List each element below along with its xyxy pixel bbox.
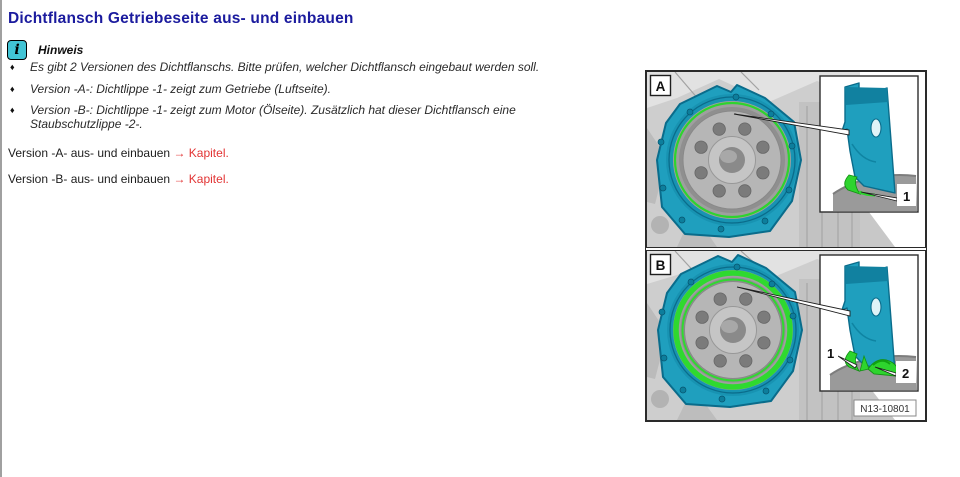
callout-label-1: 1 [903, 189, 911, 204]
svg-text:B: B [655, 258, 666, 273]
diamond-bullet-icon: ♦ [10, 83, 15, 94]
list-item [10, 61, 630, 75]
note-bullet-list [10, 61, 630, 139]
version-a-line [8, 146, 229, 160]
callout-label-1: 1 [827, 346, 835, 361]
note-label: Hinweis [38, 43, 84, 57]
diamond-bullet-icon: ♦ [10, 105, 15, 115]
panel-b-illustration [647, 251, 923, 420]
version-b-line [8, 172, 229, 186]
panel-a-illustration [647, 72, 923, 247]
diamond-bullet-icon: ♦ [10, 62, 15, 72]
svg-text:A: A [655, 79, 666, 94]
figure-panel-a [646, 71, 926, 248]
page-left-border [0, 0, 2, 477]
list-item [10, 104, 630, 131]
figure-number-box [854, 400, 916, 416]
technical-figure [645, 70, 927, 422]
page-title: Dichtflansch Getriebeseite aus- und einbauen [8, 10, 354, 27]
info-icon: i [7, 40, 27, 60]
bullet-text: Version -A-: Dichtlippe -1- zeigt zum Getriebe (Luftseite). [30, 81, 332, 96]
version-b-kapitel-link[interactable]: → Kapitel. [173, 172, 229, 186]
list-item [10, 83, 630, 97]
figure-number: N13-10801 [860, 404, 910, 415]
note-header [7, 40, 83, 60]
detail-inset-b [820, 255, 918, 391]
detail-inset-a [820, 76, 918, 212]
version-a-kapitel-link[interactable]: → Kapitel. [173, 146, 229, 160]
figure-panel-b [646, 250, 926, 421]
panel-label-a [651, 76, 671, 96]
callout-label-2: 2 [902, 366, 910, 381]
version-a-text: Version -A- aus- und einbauen [8, 146, 174, 160]
version-b-text: Version -B- aus- und einbauen [8, 172, 174, 186]
panel-label-b [651, 255, 671, 275]
bullet-text: Es gibt 2 Versionen des Dichtflanschs. Bitte prüfen, welcher Dichtflansch eingebaut werden soll. [30, 60, 540, 74]
bullet-text: Version -B-: Dichtlippe -1- zeigt zum Motor (Ölseite). Zusätzlich hat dieser Dichtflansch eine Staubschutzlippe -2-. [30, 103, 516, 131]
